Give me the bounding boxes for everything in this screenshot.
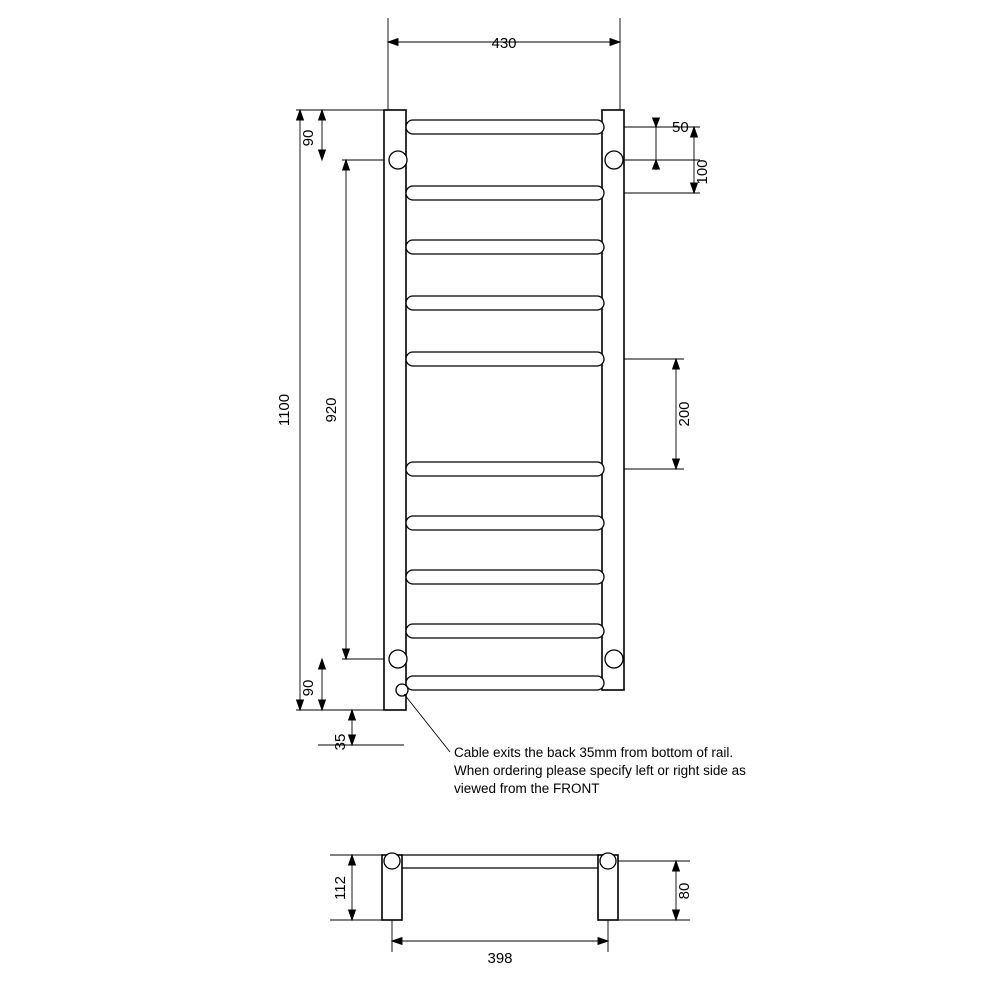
cable-note-leader <box>404 694 450 752</box>
rail-bars <box>406 120 604 690</box>
dim-bottom-offset: 90 <box>300 679 317 697</box>
plan-inner-width-dimension-line <box>392 938 608 945</box>
dim-plan-bracket-depth: 80 <box>676 882 693 900</box>
dim-cable-exit-height: 35 <box>332 733 349 751</box>
mounting-brackets <box>389 151 623 696</box>
dim-top-offset: 90 <box>300 129 317 147</box>
dim-overall-height: 1100 <box>276 393 293 427</box>
bracket-centres-dimension-line <box>343 160 350 659</box>
cable-note-line-3: viewed from the FRONT <box>454 781 600 796</box>
bottom-offset-dimension-line <box>319 659 326 710</box>
overall-height-dimension-line <box>297 110 304 710</box>
top-bar-offset-dimension-line <box>653 118 660 170</box>
dim-bar-spacing-top: 100 <box>694 159 711 185</box>
dim-plan-depth: 112 <box>332 876 349 900</box>
dim-plan-inner-width: 398 <box>487 950 513 967</box>
dim-top-bar-to-bracket: 50 <box>672 119 689 136</box>
plan-depth-dimension-line <box>349 855 356 920</box>
dim-bar-spacing-mid: 200 <box>676 401 693 427</box>
width-extension-lines <box>388 18 620 120</box>
top-offset-dimension-line <box>319 110 326 160</box>
dim-bracket-centres-height: 920 <box>323 397 340 423</box>
cable-note-line-1: Cable exits the back 35mm from bottom of rail. <box>454 745 734 760</box>
cable-note-line-2: When ordering please specify left or right side as <box>454 763 746 778</box>
dim-overall-width: 430 <box>491 35 517 52</box>
cable-exit-dimension-line <box>349 710 356 745</box>
plan-view-geometry <box>382 853 618 920</box>
